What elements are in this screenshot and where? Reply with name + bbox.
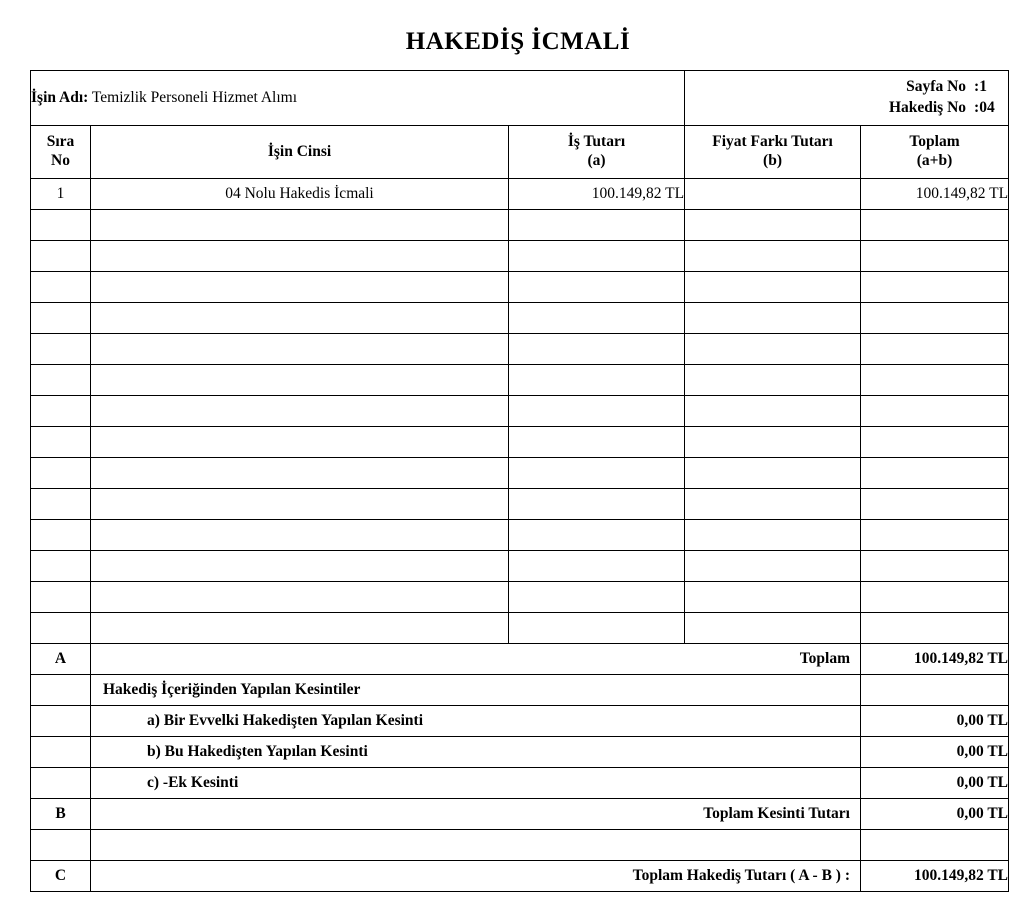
cell-empty — [91, 303, 509, 334]
cell-empty — [861, 210, 1009, 241]
column-header-toplam — [861, 126, 1009, 179]
hakedis-no-line — [685, 98, 1008, 119]
col-line2: (b) — [763, 152, 782, 169]
table-row-empty — [31, 365, 1009, 396]
cell-empty — [91, 582, 509, 613]
cell-empty — [685, 613, 861, 644]
cell-empty — [31, 520, 91, 551]
summary-value: 0,00 TL — [861, 799, 1009, 830]
summary-row — [31, 644, 1009, 675]
cell-empty — [509, 427, 685, 458]
col-line1: İşin Cinsi — [267, 142, 332, 160]
cell-empty — [31, 272, 91, 303]
cell-empty — [509, 396, 685, 427]
cell-empty — [91, 458, 509, 489]
table-row-empty — [31, 582, 1009, 613]
cell-empty — [861, 272, 1009, 303]
work-name-label: İşin Adı: — [31, 89, 89, 106]
table-row-empty — [31, 241, 1009, 272]
work-name-value: Temizlik Personeli Hizmet Alımı — [91, 89, 298, 106]
cell-toplam: 100.149,82 TL — [861, 179, 1009, 210]
cell-isin-cinsi: 04 Nolu Hakedis İcmali — [91, 179, 509, 210]
cell-empty — [91, 551, 509, 582]
cell-empty — [509, 334, 685, 365]
summary-table — [30, 643, 1009, 892]
cell-empty — [509, 520, 685, 551]
hakedis-no-value: :04 — [974, 99, 995, 116]
col-line2: No — [51, 152, 70, 169]
summary-label: Toplam Kesinti Tutarı — [91, 799, 861, 830]
cell-empty — [31, 241, 91, 272]
table-row-empty — [31, 520, 1009, 551]
cell-empty — [509, 551, 685, 582]
col-line1: İş Tutarı — [567, 133, 626, 151]
table-row — [31, 179, 1009, 210]
summary-value — [861, 830, 1009, 861]
summary-label: Toplam Hakediş Tutarı ( A - B ) : — [91, 861, 861, 892]
table-row-empty — [31, 396, 1009, 427]
header-info-row — [31, 71, 1009, 126]
summary-row — [31, 830, 1009, 861]
cell-empty — [509, 489, 685, 520]
summary-label — [91, 830, 861, 861]
summary-code — [31, 830, 91, 861]
cell-empty — [861, 427, 1009, 458]
cell-empty — [685, 396, 861, 427]
cell-is-tutari: 100.149,82 TL — [509, 179, 685, 210]
cell-empty — [861, 365, 1009, 396]
summary-value — [861, 675, 1009, 706]
column-header-sira-no — [31, 126, 91, 179]
cell-empty — [91, 396, 509, 427]
cell-empty — [31, 303, 91, 334]
summary-label: Hakediş İçeriğinden Yapılan Kesintiler — [91, 675, 861, 706]
cell-empty — [685, 365, 861, 396]
hakedis-icmali-table — [30, 70, 1009, 644]
cell-empty — [509, 582, 685, 613]
cell-empty — [509, 272, 685, 303]
summary-label: b) Bu Hakedişten Yapılan Kesinti — [91, 737, 861, 768]
table-row-empty — [31, 303, 1009, 334]
cell-empty — [685, 551, 861, 582]
cell-empty — [861, 334, 1009, 365]
table-row-empty — [31, 427, 1009, 458]
summary-row — [31, 706, 1009, 737]
summary-code — [31, 675, 91, 706]
summary-row — [31, 861, 1009, 892]
cell-empty — [509, 365, 685, 396]
summary-value: 100.149,82 TL — [861, 861, 1009, 892]
summary-label: c) -Ek Kesinti — [91, 768, 861, 799]
cell-empty — [685, 427, 861, 458]
summary-code — [31, 737, 91, 768]
column-header-isin-cinsi — [91, 126, 509, 179]
hakedis-no-label: Hakediş No — [888, 99, 967, 116]
cell-empty — [91, 272, 509, 303]
cell-fiyat-farki — [685, 179, 861, 210]
summary-value: 0,00 TL — [861, 768, 1009, 799]
cell-empty — [31, 613, 91, 644]
col-line1: Toplam — [909, 133, 960, 151]
cell-empty — [509, 458, 685, 489]
col-line2: (a) — [587, 152, 606, 169]
cell-empty — [861, 613, 1009, 644]
cell-empty — [31, 396, 91, 427]
cell-empty — [685, 303, 861, 334]
cell-sira-no: 1 — [31, 179, 91, 210]
cell-empty — [509, 241, 685, 272]
summary-code: A — [31, 644, 91, 675]
cell-empty — [91, 489, 509, 520]
summary-value: 100.149,82 TL — [861, 644, 1009, 675]
table-row-empty — [31, 272, 1009, 303]
column-header-row — [31, 126, 1009, 179]
cell-empty — [861, 396, 1009, 427]
table-row-empty — [31, 489, 1009, 520]
cell-empty — [685, 334, 861, 365]
cell-empty — [861, 458, 1009, 489]
cell-empty — [685, 489, 861, 520]
summary-row — [31, 799, 1009, 830]
cell-empty — [31, 210, 91, 241]
table-row-empty — [31, 334, 1009, 365]
summary-row — [31, 737, 1009, 768]
cell-empty — [31, 334, 91, 365]
table-row-empty — [31, 551, 1009, 582]
cell-empty — [91, 613, 509, 644]
cell-empty — [685, 210, 861, 241]
cell-empty — [509, 613, 685, 644]
cell-empty — [91, 210, 509, 241]
cell-empty — [91, 427, 509, 458]
summary-label: a) Bir Evvelki Hakedişten Yapılan Kesinti — [91, 706, 861, 737]
table-row-empty — [31, 210, 1009, 241]
col-line1: Fiyat Farkı Tutarı — [712, 133, 833, 151]
cell-empty — [685, 458, 861, 489]
cell-empty — [861, 489, 1009, 520]
page-no-line — [685, 77, 1008, 98]
summary-code — [31, 706, 91, 737]
cell-empty — [685, 520, 861, 551]
summary-row — [31, 768, 1009, 799]
summary-value: 0,00 TL — [861, 737, 1009, 768]
summary-code: C — [31, 861, 91, 892]
cell-empty — [91, 334, 509, 365]
summary-label: Toplam — [91, 644, 861, 675]
cell-empty — [861, 241, 1009, 272]
cell-empty — [91, 520, 509, 551]
cell-empty — [31, 427, 91, 458]
cell-empty — [861, 303, 1009, 334]
cell-empty — [861, 551, 1009, 582]
column-header-is-tutari — [509, 126, 685, 179]
cell-empty — [91, 241, 509, 272]
cell-empty — [31, 551, 91, 582]
table-row-empty — [31, 613, 1009, 644]
page-title: HAKEDİŞ İCMALİ — [405, 28, 631, 55]
cell-empty — [31, 489, 91, 520]
page-no-label: Sayfa No — [906, 78, 967, 96]
cell-empty — [31, 365, 91, 396]
cell-empty — [509, 210, 685, 241]
summary-value: 0,00 TL — [861, 706, 1009, 737]
table-row-empty — [31, 458, 1009, 489]
cell-empty — [685, 241, 861, 272]
cell-empty — [31, 582, 91, 613]
cell-empty — [509, 303, 685, 334]
header-meta-cell — [685, 71, 1009, 126]
cell-empty — [861, 582, 1009, 613]
column-header-fiyat-farki — [685, 126, 861, 179]
col-line1: Sıra — [46, 133, 75, 151]
summary-row — [31, 675, 1009, 706]
cell-empty — [685, 272, 861, 303]
col-line2: (a+b) — [916, 152, 953, 169]
cell-empty — [861, 520, 1009, 551]
cell-empty — [91, 365, 509, 396]
page-no-value: :1 — [974, 78, 987, 96]
summary-code — [31, 768, 91, 799]
cell-empty — [31, 458, 91, 489]
summary-code: B — [31, 799, 91, 830]
work-name-cell — [31, 71, 685, 126]
cell-empty — [685, 582, 861, 613]
